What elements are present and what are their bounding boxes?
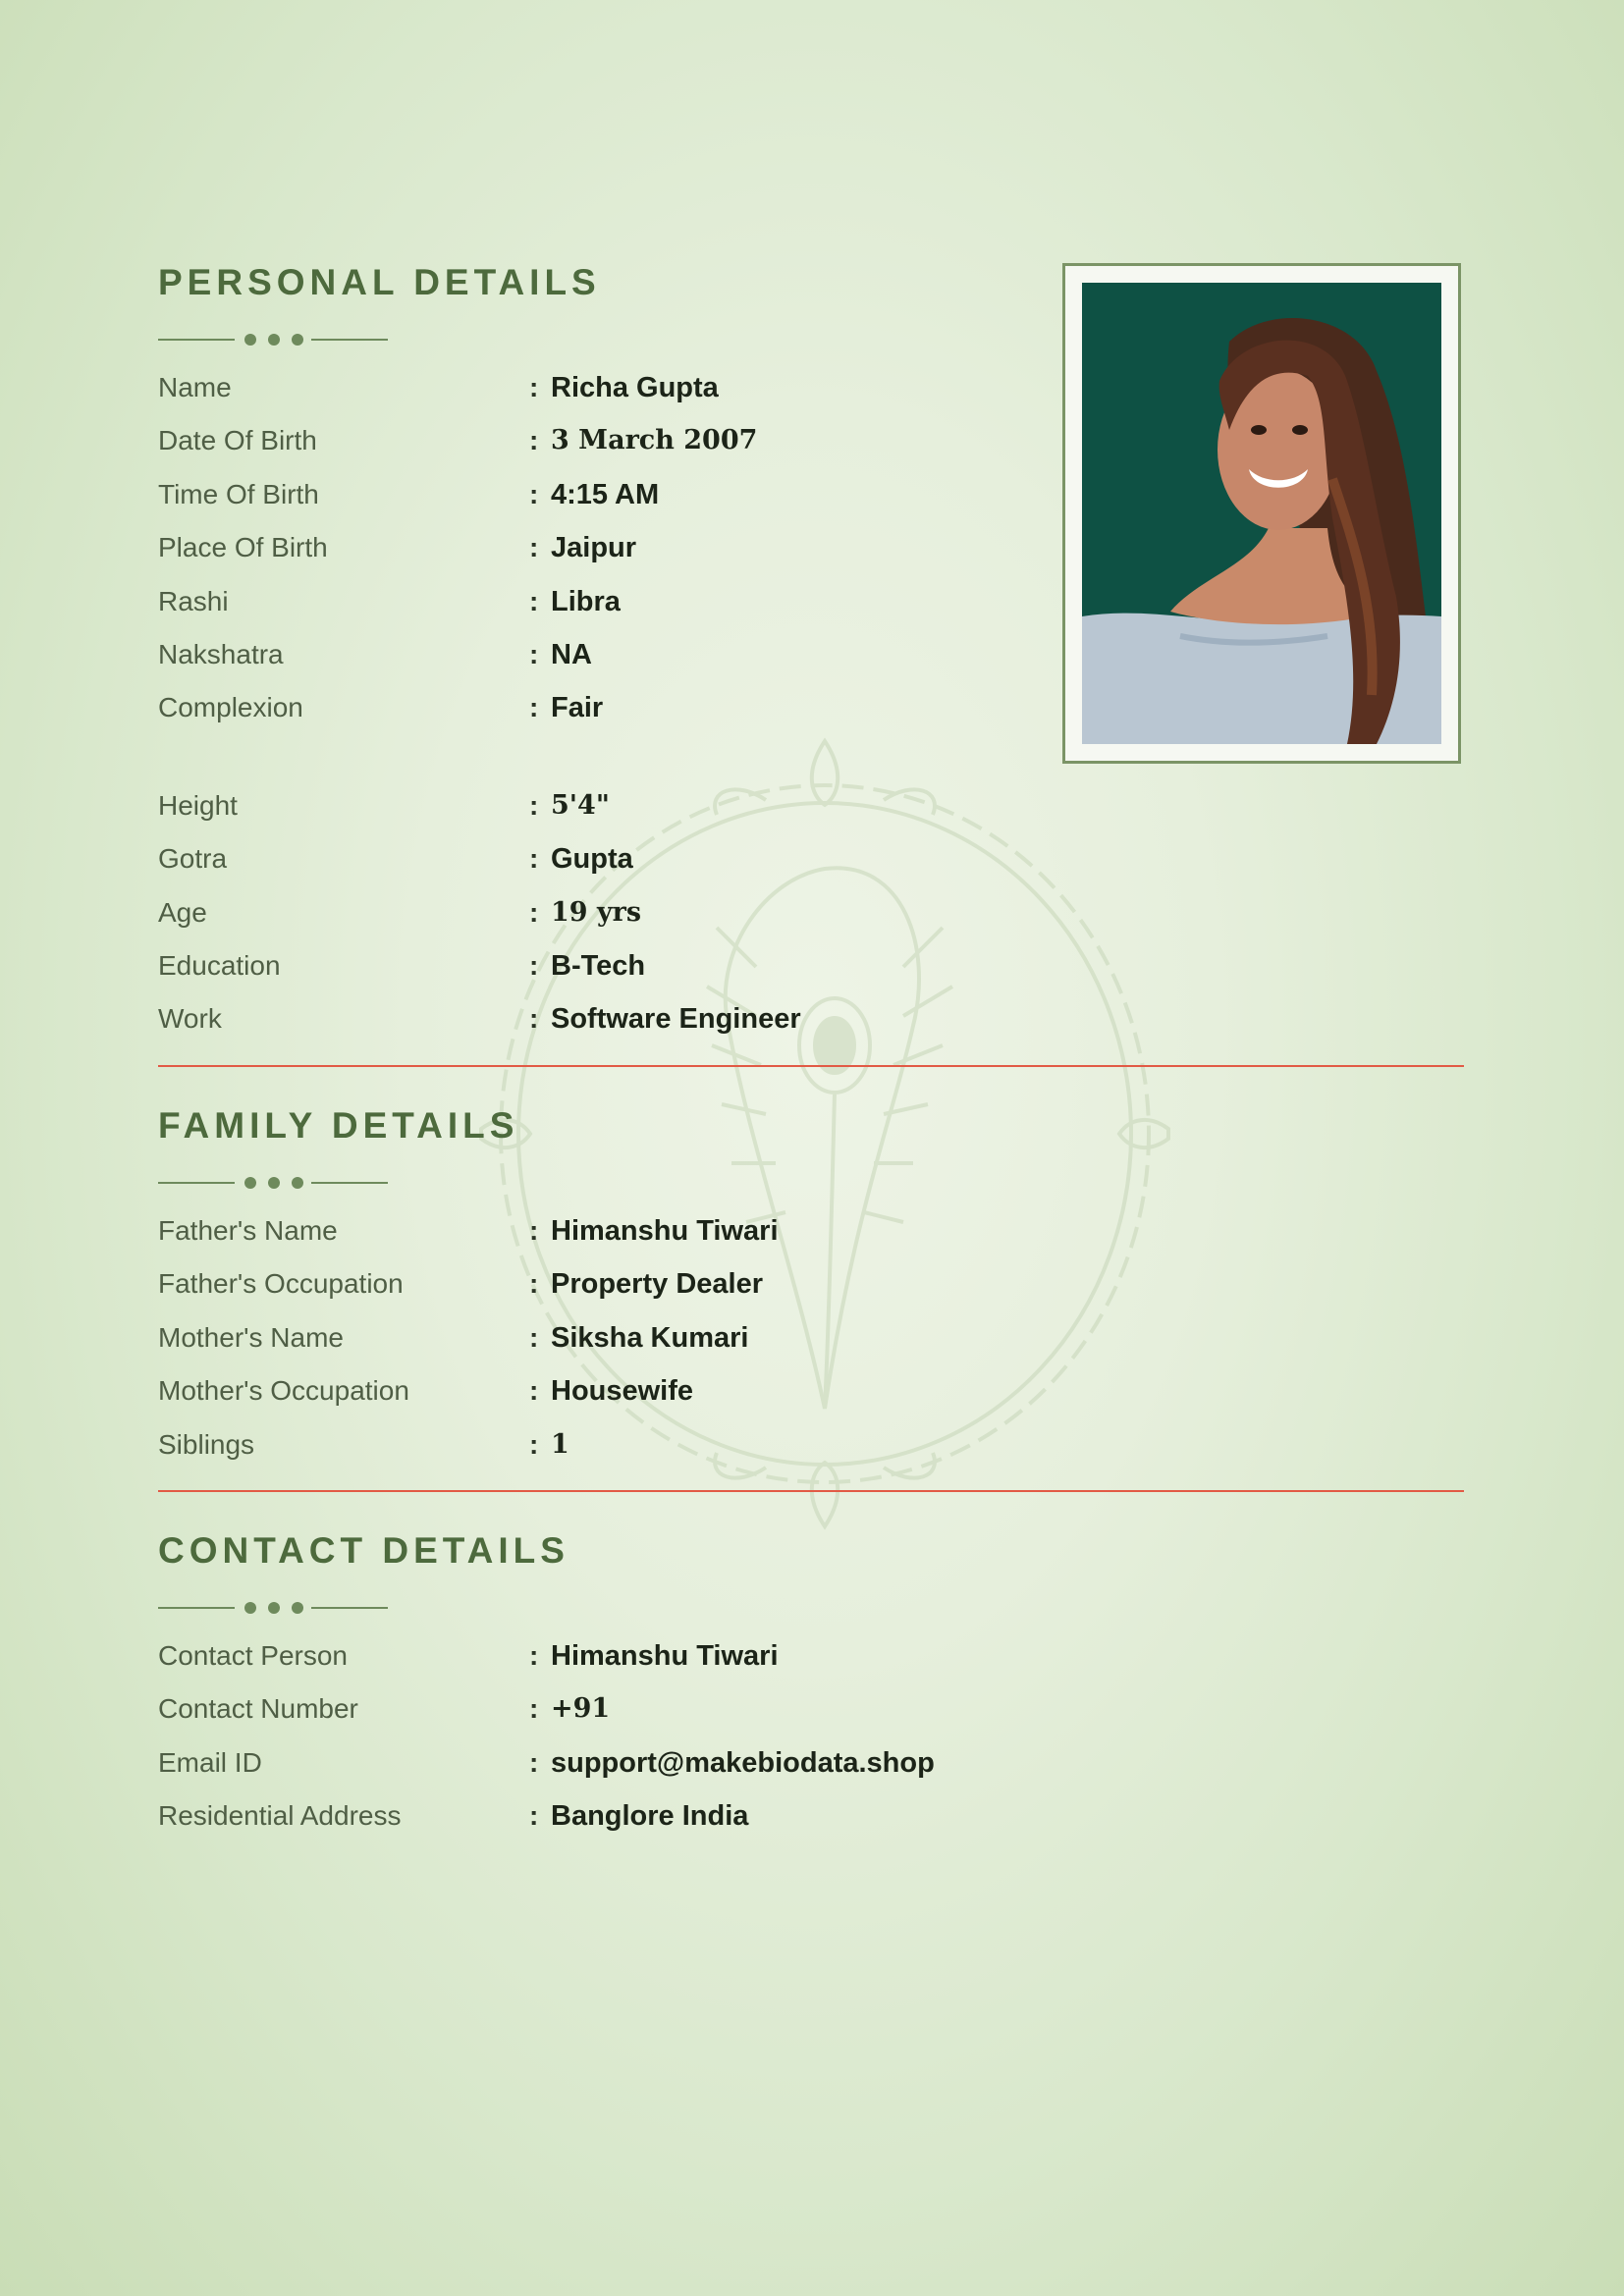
- detail-value: Gupta: [551, 843, 633, 876]
- detail-label: Place Of Birth: [158, 532, 328, 563]
- section-divider: [158, 1490, 1464, 1492]
- detail-row-nakshatra: [158, 628, 1464, 681]
- detail-value: B-Tech: [551, 949, 646, 982]
- detail-value: Fair: [551, 692, 604, 724]
- detail-colon: :: [529, 1321, 539, 1353]
- contact-details-section: [158, 1529, 1464, 1843]
- detail-row-contact-number: [158, 1682, 1464, 1735]
- detail-value: support@makebiodata.shop: [551, 1746, 935, 1779]
- detail-value: NA: [551, 638, 592, 670]
- personal-details-list: [158, 361, 1464, 1046]
- detail-colon: :: [529, 1268, 539, 1300]
- detail-value: 5'4": [551, 789, 610, 821]
- detail-colon: :: [529, 1375, 539, 1407]
- detail-row-date-of-birth: [158, 414, 1464, 467]
- detail-row-name: [158, 361, 1464, 414]
- detail-row-complexion: [158, 681, 1464, 734]
- detail-label: Education: [158, 949, 281, 981]
- detail-value: 3 March 2007: [551, 425, 758, 456]
- detail-value: Housewife: [551, 1375, 694, 1408]
- detail-row-age: [158, 886, 1464, 939]
- detail-value: Himanshu Tiwari: [551, 1640, 779, 1672]
- detail-colon: :: [529, 692, 539, 723]
- dots-divider-icon: [158, 1175, 390, 1191]
- detail-value: Himanshu Tiwari: [551, 1215, 779, 1247]
- detail-row-rashi: [158, 575, 1464, 628]
- detail-label: Mother's Name: [158, 1321, 344, 1353]
- detail-colon: :: [529, 896, 539, 928]
- detail-label: Father's Occupation: [158, 1268, 404, 1300]
- detail-label: Name: [158, 372, 232, 402]
- detail-row-fathers-name: [158, 1204, 1464, 1257]
- detail-colon: :: [529, 425, 539, 456]
- detail-value: 4:15 AM: [551, 478, 660, 510]
- detail-colon: :: [529, 789, 539, 821]
- detail-colon: :: [529, 1693, 539, 1725]
- contact-details-title: CONTACT DETAILS: [158, 1530, 569, 1571]
- detail-colon: :: [529, 478, 539, 509]
- family-details-list: [158, 1204, 1464, 1471]
- detail-value: Siksha Kumari: [551, 1321, 749, 1354]
- detail-colon: :: [529, 1215, 539, 1246]
- detail-value: Banglore India: [551, 1800, 749, 1833]
- detail-colon: :: [529, 949, 539, 981]
- detail-label: Email ID: [158, 1746, 262, 1778]
- detail-label: Complexion: [158, 692, 303, 723]
- family-details-section: [158, 1104, 1464, 1471]
- detail-label: Gotra: [158, 843, 228, 875]
- detail-row-gotra: [158, 832, 1464, 885]
- detail-label: Date Of Birth: [158, 425, 317, 456]
- detail-label: Nakshatra: [158, 638, 284, 669]
- detail-value: +91: [551, 1693, 611, 1725]
- detail-row-education: [158, 939, 1464, 992]
- personal-details-title: PERSONAL DETAILS: [158, 262, 601, 302]
- detail-row-email-id: [158, 1736, 1464, 1789]
- detail-colon: :: [529, 1640, 539, 1671]
- detail-colon: :: [529, 1800, 539, 1832]
- section-divider: [158, 1065, 1464, 1067]
- detail-row-place-of-birth: [158, 521, 1464, 574]
- detail-label: Height: [158, 789, 238, 821]
- detail-label: Time Of Birth: [158, 478, 319, 509]
- detail-colon: :: [529, 843, 539, 875]
- detail-label: Contact Number: [158, 1693, 358, 1725]
- detail-value: Libra: [551, 585, 621, 617]
- detail-row-height: [158, 779, 1464, 832]
- detail-label: Work: [158, 1003, 222, 1035]
- detail-label: Mother's Occupation: [158, 1375, 409, 1407]
- detail-row-time-of-birth: [158, 468, 1464, 521]
- detail-row-residential-address: [158, 1789, 1464, 1842]
- dots-divider-icon: [158, 332, 390, 347]
- detail-value: 19 yrs: [551, 896, 642, 928]
- detail-colon: :: [529, 1003, 539, 1035]
- detail-row-work: [158, 992, 1464, 1045]
- detail-colon: :: [529, 1746, 539, 1778]
- dots-divider-icon: [158, 1600, 390, 1616]
- detail-label: Age: [158, 896, 207, 928]
- detail-value: 1: [551, 1428, 569, 1460]
- detail-colon: :: [529, 585, 539, 616]
- detail-row-siblings: [158, 1418, 1464, 1471]
- detail-colon: :: [529, 372, 539, 402]
- detail-row-contact-person: [158, 1629, 1464, 1682]
- detail-label: Father's Name: [158, 1215, 338, 1246]
- detail-value: Jaipur: [551, 532, 637, 564]
- detail-label: Rashi: [158, 585, 229, 616]
- family-details-title: FAMILY DETAILS: [158, 1105, 519, 1146]
- contact-details-list: [158, 1629, 1464, 1843]
- detail-colon: :: [529, 532, 539, 563]
- detail-row-mothers-name: [158, 1311, 1464, 1364]
- detail-value: Software Engineer: [551, 1003, 801, 1036]
- personal-details-section: [158, 261, 1464, 1046]
- detail-value: Property Dealer: [551, 1268, 763, 1301]
- detail-colon: :: [529, 638, 539, 669]
- detail-row-mothers-occupation: [158, 1364, 1464, 1417]
- detail-row-fathers-occupation: [158, 1257, 1464, 1310]
- detail-label: Residential Address: [158, 1800, 402, 1832]
- detail-value: Richa Gupta: [551, 372, 719, 403]
- detail-colon: :: [529, 1428, 539, 1460]
- detail-label: Contact Person: [158, 1640, 348, 1671]
- detail-label: Siblings: [158, 1428, 255, 1460]
